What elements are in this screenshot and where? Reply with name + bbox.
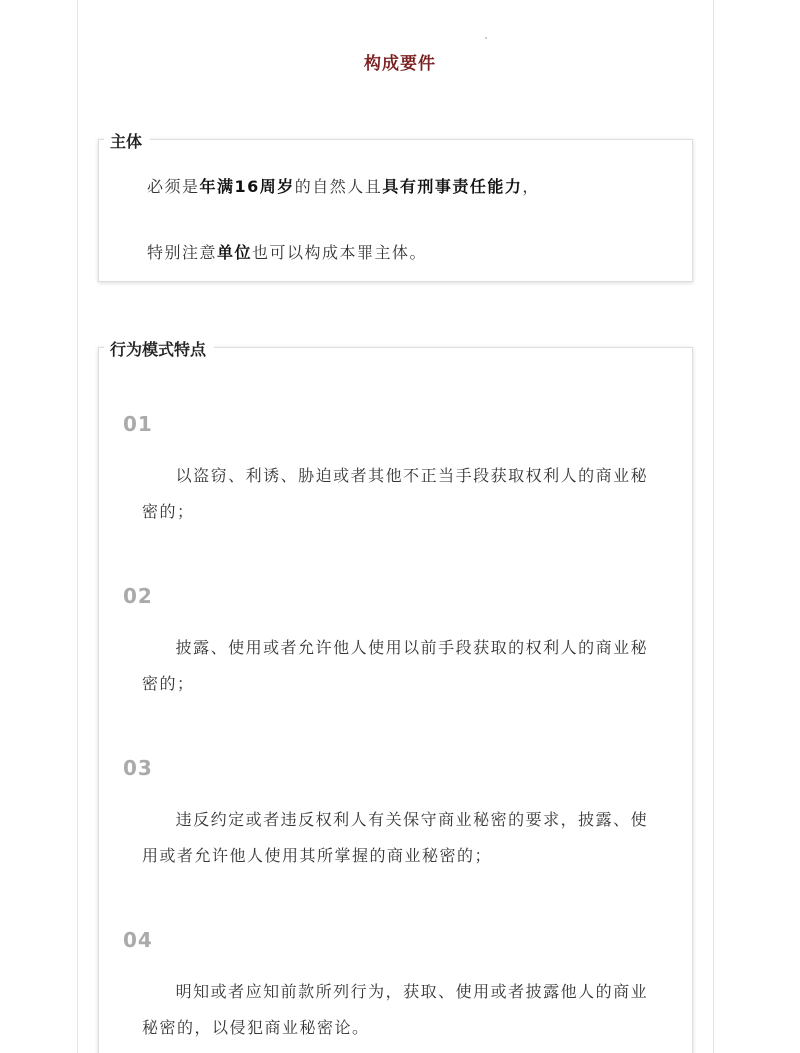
- behavior-item: [123, 928, 663, 1046]
- subject-line1-bold-age: 年满16周岁: [199, 177, 295, 196]
- behavior-card: [98, 347, 693, 1053]
- subject-line-unit: [147, 240, 427, 263]
- behavior-item: [123, 584, 663, 702]
- behavior-item-number: 01: [123, 412, 153, 436]
- behavior-item-text: 违反约定或者违反权利人有关保守商业秘密的要求，披露、使用或者允许他人使用其所掌握的商业秘密的；: [142, 810, 649, 865]
- behavior-section-label: 行为模式特点: [104, 339, 214, 361]
- subject-line-age: [147, 174, 540, 197]
- subject-line1-prefix: 必须是: [147, 177, 200, 196]
- left-page-border: [77, 0, 78, 1053]
- page-title: 构成要件: [364, 54, 436, 74]
- subject-card: [98, 139, 693, 282]
- subject-line2-bold-unit: 单位: [217, 243, 253, 262]
- subject-line1-middle: 的自然人且: [294, 177, 383, 196]
- behavior-item-number: 04: [123, 928, 153, 952]
- behavior-item: [123, 412, 663, 530]
- decorative-dot: [485, 37, 487, 39]
- right-page-border: [713, 0, 714, 1053]
- subject-line1-suffix: ，: [522, 177, 540, 196]
- behavior-item-number: 02: [123, 584, 153, 608]
- behavior-item-text: 以盗窃、利诱、胁迫或者其他不正当手段获取权利人的商业秘密的；: [142, 466, 649, 521]
- subject-line2-prefix: 特别注意: [147, 243, 218, 262]
- behavior-item: [123, 756, 663, 874]
- behavior-item-text: 披露、使用或者允许他人使用以前手段获取的权利人的商业秘密的；: [142, 638, 649, 693]
- subject-line2-suffix: 也可以构成本罪主体。: [252, 243, 428, 262]
- subject-section-label: 主体: [104, 131, 150, 153]
- behavior-item-number: 03: [123, 756, 153, 780]
- subject-line1-bold-capacity: 具有刑事责任能力: [382, 177, 523, 196]
- behavior-item-text: 明知或者应知前款所列行为，获取、使用或者披露他人的商业秘密的，以侵犯商业秘密论。: [142, 982, 649, 1037]
